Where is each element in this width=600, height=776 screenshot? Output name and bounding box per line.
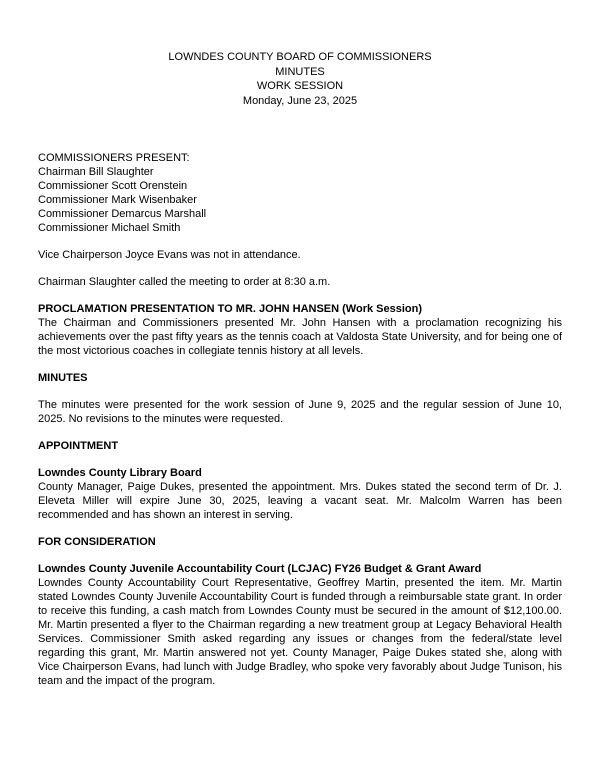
meeting-date: Monday, June 23, 2025 [242,94,358,107]
doc-type: MINUTES [275,65,325,78]
library-board-subheading: Lowndes County Library Board [38,467,202,479]
lcjac-body: Lowndes County Accountability Court Representative, Geoffrey Martin, presented the item. Mr. Martin stated Lowndes County Juvenile Accountability Court is funded through a reimbursable state grant. In order to receive this funding, a cash match from Lowndes County must be secured in the amount of $12,100.00. Mr. Martin presented a flyer to the Chairman regarding a new treatment group at Legacy Behavioral Health Services. Commissioner Smith asked regarding any issues or changes from the federal/state level regarding this grant, Mr. Martin answered not yet. County Manager, Paige Dukes stated she, along with Vice Chairperson Evans, had lunch with Judge Bradley, who spoke very favorably about Judge Tunison, his team and the impact of the program. [38,577,562,687]
section-for-consideration [38,535,562,688]
for-consideration-heading: FOR CONSIDERATION [38,536,156,548]
proclamation-body: The Chairman and Commissioners presented Mr. John Hansen with a proclamation recognizing his achievements over the past fifty years as the tennis coach at Valdosta State University, and for being one of the most victorious coaches in collegiate tennis history at all levels. [38,317,562,357]
session-type: WORK SESSION [256,80,344,92]
minutes-body: The minutes were presented for the work session of June 9, 2025 and the regular session of June 10, 2025. No revisions to the minutes were requested. [38,399,562,425]
minutes-heading: MINUTES [38,372,88,384]
absence-note: Vice Chairperson Joyce Evans was not in attendance. [38,249,301,261]
call-to-order: Chairman Slaughter called the meeting to order at 8:30 a.m. [38,276,331,288]
attendance-section [38,151,562,235]
commissioner-name: Commissioner Mark Wisenbaker [38,194,197,206]
lcjac-subheading: Lowndes County Juvenile Accountability Court (LCJAC) FY26 Budget & Grant Award [38,563,482,575]
commissioner-name: Chairman Bill Slaughter [38,166,154,178]
commissioners-present-label: COMMISSIONERS PRESENT: [38,152,190,164]
section-proclamation [38,302,562,358]
commissioner-name: Commissioner Scott Orenstein [38,180,188,192]
section-appointment [38,439,562,522]
section-minutes [38,371,562,426]
library-board-body: County Manager, Paige Dukes, presented the appointment. Mrs. Dukes stated the second term of Dr. J. Eleveta Miller will expire June 30, 2025, leaving a vacant seat. Mr. Malcolm Warren has been recommended and has shown an interest in serving. [38,481,562,521]
org-title: LOWNDES COUNTY BOARD OF COMMISSIONERS [168,51,432,63]
appointment-heading: APPOINTMENT [38,440,119,452]
commissioner-name: Commissioner Demarcus Marshall [38,208,207,220]
proclamation-heading: PROCLAMATION PRESENTATION TO MR. JOHN HANSEN (Work Session) [38,303,423,315]
document-header [38,50,562,108]
commissioner-name: Commissioner Michael Smith [38,222,181,234]
